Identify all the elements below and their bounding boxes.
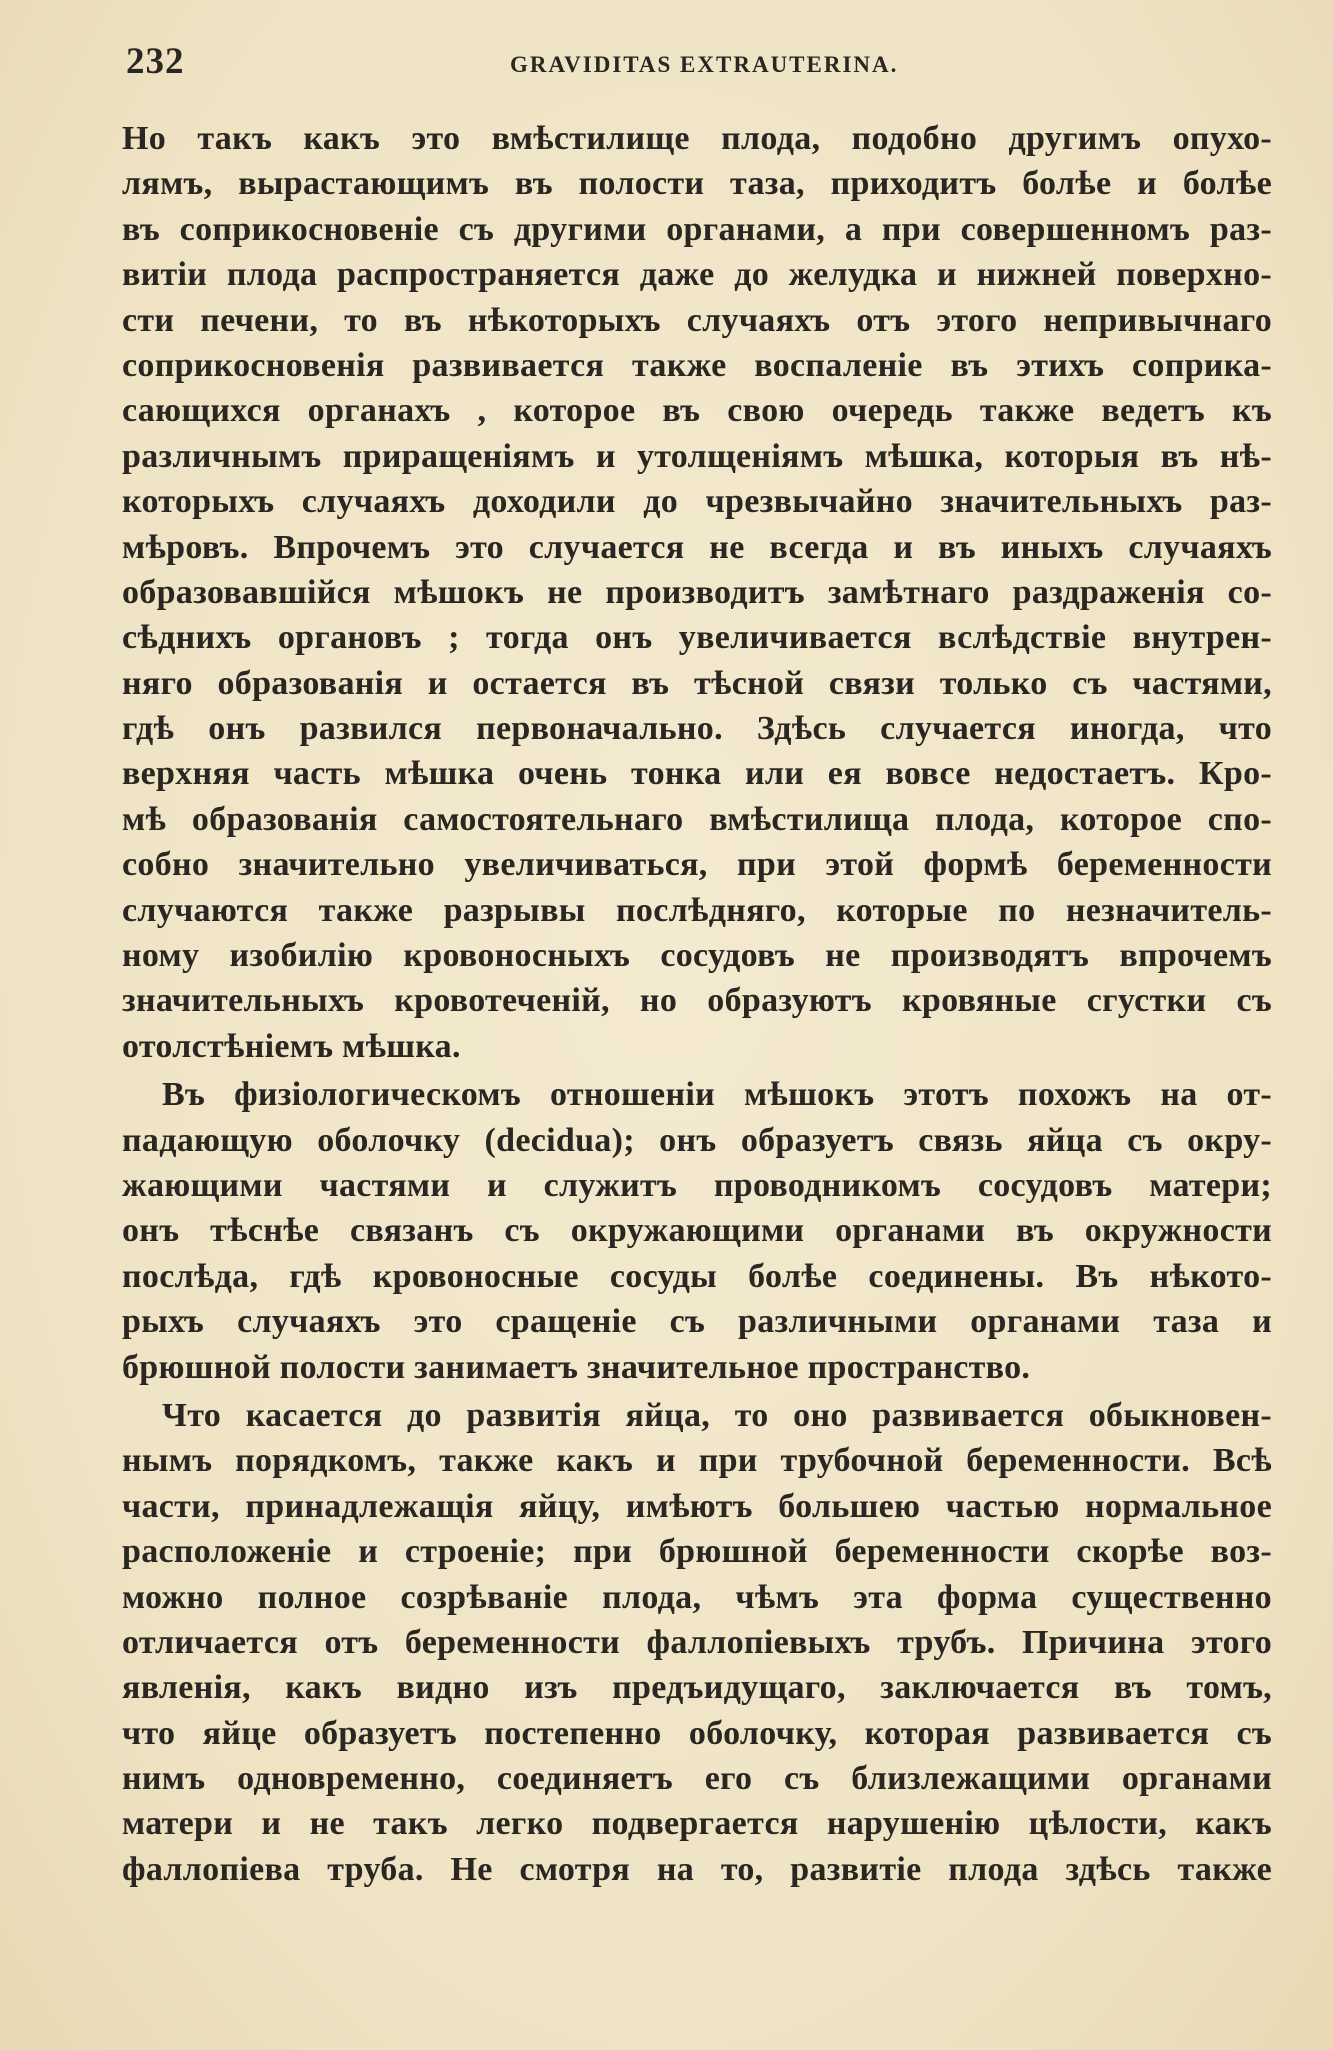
text-line: можно полное созрѣваніе плода, чѣмъ эта форма существенно (122, 1578, 1272, 1616)
text-line: отличается отъ беременности фаллопіевыхъ трубъ. Причина этого (122, 1623, 1272, 1661)
text-line: нимъ одновременно, соединяетъ его съ близлежащими органами (122, 1760, 1272, 1798)
text-line: онъ тѣснѣе связанъ съ окружающими органами въ окружности (122, 1212, 1272, 1250)
text-line: явленія, какъ видно изъ предъидущаго, заключается въ томъ, (122, 1669, 1272, 1707)
text-line: послѣда, гдѣ кровоносные сосуды болѣе соединены. Въ нѣкото- (122, 1257, 1272, 1295)
paragraph-2 (122, 1072, 1272, 1390)
text-line: Въ физіологическомъ отношеніи мѣшокъ этотъ похожъ на от- (162, 1076, 1272, 1114)
text-line: витіи плода распространяется даже до желудка и нижней поверхно- (122, 256, 1272, 294)
text-line: сти печени, то въ нѣкоторыхъ случаяхъ отъ этого непривычнаго (122, 301, 1272, 339)
text-line: Но такъ какъ это вмѣстилище плода, подобно другимъ опухо- (122, 120, 1272, 157)
text-line: мѣровъ. Впрочемъ это случается не всегда и въ иныхъ случаяхъ (122, 528, 1272, 566)
running-title: GRAVIDITAS EXTRAUTERINA. (510, 52, 899, 77)
text-line: гдѣ онъ развился первоначально. Здѣсь случается иногда, что (122, 710, 1272, 748)
text-line: отолстѣніемъ мѣшка. (122, 1027, 461, 1065)
text-line: расположеніе и строеніе; при брюшной беременности скорѣе воз- (122, 1533, 1272, 1571)
text-line: которыхъ случаяхъ доходили до чрезвычайно значительныхъ раз- (122, 483, 1272, 521)
text-line: матери и не такъ легко подвергается нарушенію цѣлости, какъ (122, 1805, 1272, 1843)
text-line: няго образованія и остается въ тѣсной связи только съ частями, (122, 664, 1272, 702)
text-line: сѣднихъ органовъ ; тогда онъ увеличивается вслѣдствіе внутрен- (122, 619, 1272, 657)
text-line: брюшной полости занимаетъ значительное пространство. (122, 1348, 1031, 1386)
text-line: случаются также разрывы послѣдняго, которые по незначитель- (122, 891, 1272, 929)
text-line: различнымъ приращеніямъ и утолщеніямъ мѣшка, которыя въ нѣ- (122, 437, 1272, 475)
text-line: части, принадлежащія яйцу, имѣютъ большею частью нормальное (122, 1487, 1272, 1525)
text-line: жающими частями и служитъ проводникомъ сосудовъ матери; (122, 1166, 1272, 1204)
text-line: мѣ образованія самостоятельнаго вмѣстилища плода, которое спо- (122, 800, 1272, 838)
text-line: значительныхъ кровотеченій, но образуютъ кровяные сгустки съ (122, 982, 1272, 1020)
text-line: верхняя часть мѣшка очень тонка или ея вовсе недостаетъ. Кро- (122, 755, 1272, 793)
text-line: лямъ, вырастающимъ въ полости таза, приходитъ болѣе и болѣе (122, 165, 1272, 203)
text-line: рыхъ случаяхъ это сращеніе съ различными органами таза и (122, 1303, 1272, 1341)
text-line: ному изобилію кровоносныхъ сосудовъ не производятъ впрочемъ (122, 937, 1272, 975)
text-line: нымъ порядкомъ, также какъ и при трубочной беременности. Всѣ (122, 1442, 1272, 1480)
paragraph-3 (122, 1393, 1272, 1892)
body-text (122, 116, 1272, 1892)
text-line: сающихся органахъ , которое въ свою очередь также ведетъ къ (122, 392, 1272, 430)
text-line: въ соприкосновеніе съ другими органами, а при совершенномъ раз- (122, 210, 1272, 248)
page-number: 232 (126, 41, 185, 82)
text-line: Что касается до развитія яйца, то оно развивается обыкновен- (162, 1396, 1272, 1434)
text-line: падающую оболочку (decidua); онъ образуетъ связь яйца съ окру- (122, 1121, 1272, 1159)
text-line: соприкосновенія развивается также воспаленіе въ этихъ соприка- (122, 346, 1272, 384)
text-line: образовавшійся мѣшокъ не производитъ замѣтнаго раздраженія со- (122, 573, 1272, 611)
page-header (122, 36, 1273, 96)
text-line: что яйце образуетъ постепенно оболочку, которая развивается съ (122, 1714, 1272, 1752)
paragraph-1 (122, 116, 1272, 1069)
text-line: фаллопіева труба. Не смотря на то, развитіе плода здѣсь также (122, 1850, 1272, 1888)
text-line: собно значительно увеличиваться, при этой формѣ беременности (122, 846, 1272, 884)
